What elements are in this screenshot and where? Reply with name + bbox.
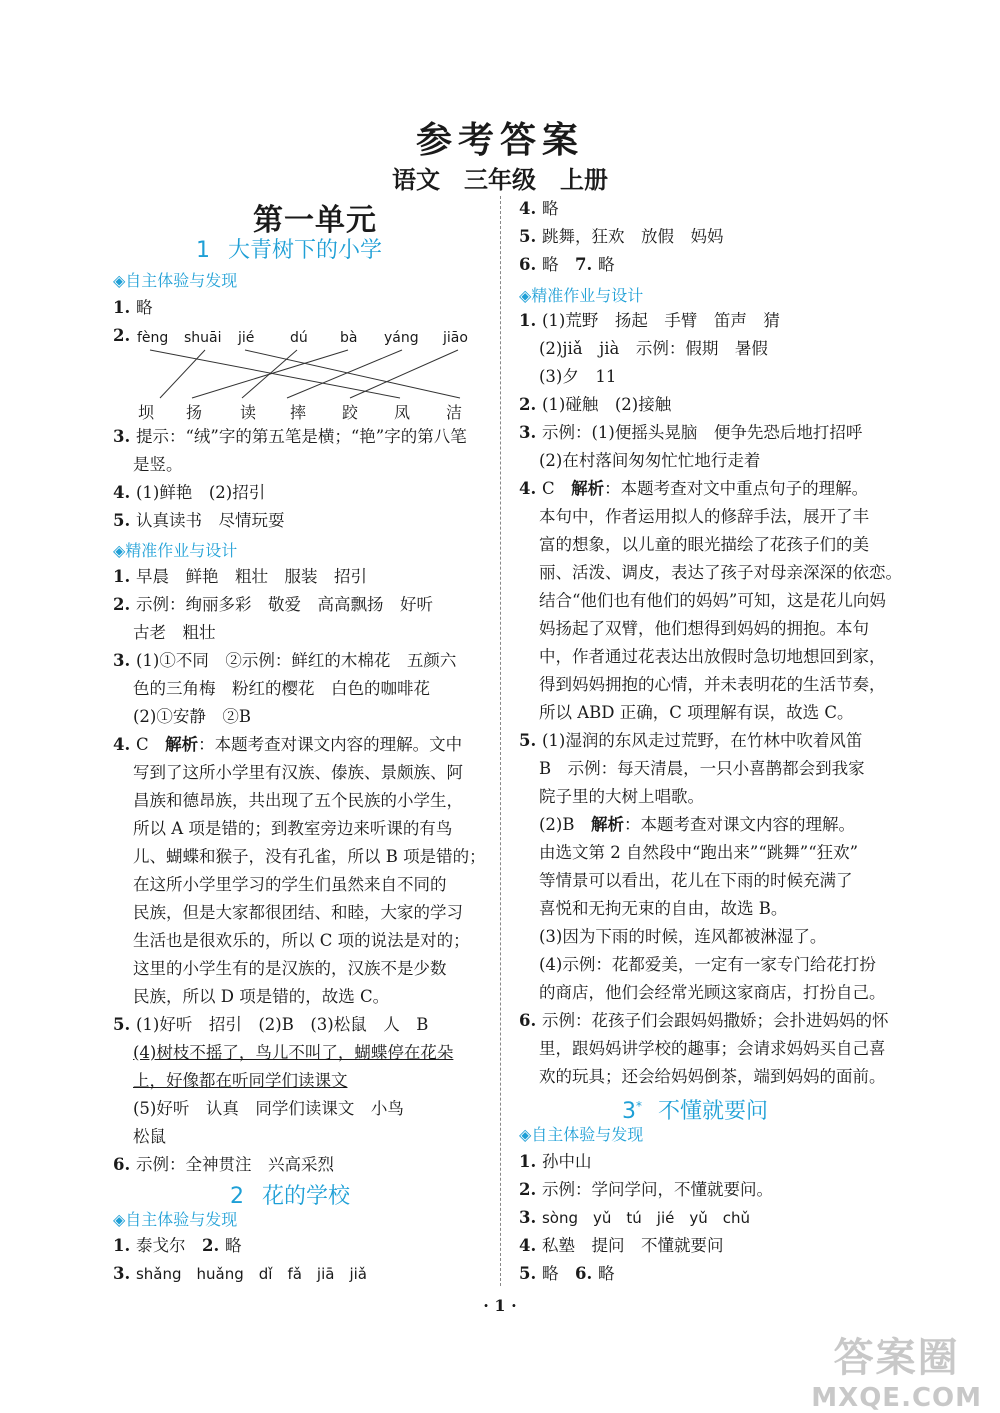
answer-line: (3)夕 11 bbox=[539, 367, 617, 386]
answer-line: 2. 示例：绚丽多彩 敬爱 高高飘扬 好听 bbox=[113, 595, 433, 614]
answer-line: 4. C 解析：本题考查对文中重点句子的理解。 bbox=[519, 479, 869, 498]
pinyin-item: shuāi bbox=[184, 330, 222, 346]
answer-line: 2. bbox=[113, 326, 131, 345]
page-number: · 1 · bbox=[483, 1296, 517, 1315]
answer-line: 1. 孙中山 bbox=[519, 1152, 592, 1171]
pinyin-item: jié bbox=[238, 330, 255, 346]
answer-line: 昌族和德昂族，共出现了五个民族的小学生， bbox=[133, 791, 463, 810]
answer-line: 结合“他们也有他们的妈妈”可知，这是花儿向妈 bbox=[539, 591, 886, 610]
section-heading: ◈精准作业与设计 bbox=[519, 286, 644, 305]
answer-line: 色的三角梅 粉红的樱花 白色的咖啡花 bbox=[133, 679, 430, 698]
answer-line: (2)在村落间匆匆忙忙地行走着 bbox=[539, 451, 761, 470]
answer-line: 民族，但是大家都很团结、和睦，大家的学习 bbox=[133, 903, 463, 922]
answer-line: (4)树枝不摇了，鸟儿不叫了，蝴蝶停在花朵 bbox=[133, 1043, 454, 1062]
answer-line: 5. (1)湿润的东风走过荒野，在竹林中吹着风笛 bbox=[519, 731, 863, 750]
lesson-1-heading bbox=[196, 233, 382, 264]
answer-line: 3. 示例：(1)便摇头晃脑 便争先恐后地打招呼 bbox=[519, 423, 863, 442]
char-item: 读 bbox=[240, 403, 257, 422]
answer-line: 4. C 解析：本题考查对课文内容的理解。文中 bbox=[113, 735, 463, 754]
answer-line: 里，跟妈妈讲学校的趣事；会请求妈妈买自己喜 bbox=[539, 1039, 886, 1058]
answer-line: (2)jiǎ jià 示例：假期 暑假 bbox=[539, 339, 768, 358]
answer-line: (5)好听 认真 同学们读课文 小鸟 bbox=[133, 1099, 404, 1118]
answer-line: (3)因为下雨的时候，连风都被淋湿了。 bbox=[539, 927, 827, 946]
pinyin-item: jiāo bbox=[443, 330, 468, 346]
lesson-number: 1 bbox=[196, 238, 210, 263]
watermark-url: MXQE.COM bbox=[811, 1383, 982, 1413]
answer-line: 松鼠 bbox=[133, 1127, 166, 1146]
lesson-3-heading bbox=[622, 1094, 768, 1125]
lesson-title: 花的学校 bbox=[262, 1184, 351, 1209]
answer-line: 所以 A 项是错的；到教室旁边来听课的有鸟 bbox=[133, 819, 453, 838]
pinyin-item: bà bbox=[340, 330, 358, 346]
lesson-number: 3 bbox=[622, 1099, 636, 1124]
answer-line: 的商店，他们会经常光顾这家商店，打扮自己。 bbox=[539, 983, 886, 1002]
lesson-2-heading bbox=[230, 1179, 350, 1210]
answer-line: 3. 提示：“绒”字的第五笔是横；“艳”字的第八笔 bbox=[113, 427, 467, 446]
answer-line: (2)B 解析：本题考查对课文内容的理解。 bbox=[539, 815, 855, 834]
lesson-star: * bbox=[636, 1098, 642, 1113]
answer-line: 6. 示例：全神贯注 兴高采烈 bbox=[113, 1155, 334, 1174]
answer-line: 1. (1)荒野 扬起 手臂 笛声 猜 bbox=[519, 311, 780, 330]
answer-line: 1. 泰戈尔 2. 略 bbox=[113, 1236, 242, 1255]
answer-line: 4. (1)鲜艳 (2)招引 bbox=[113, 483, 266, 502]
answer-line: 民族，所以 D 项是错的，故选 C。 bbox=[133, 987, 390, 1006]
answer-line: 得到妈妈拥抱的心情，并未表明花的生活节奏， bbox=[539, 675, 886, 694]
answer-line: 4. 私塾 提问 不懂就要问 bbox=[519, 1236, 724, 1255]
page-title: 参考答案 bbox=[415, 119, 584, 161]
answer-line: 在这所小学里学习的学生们虽然来自不同的 bbox=[133, 875, 447, 894]
answer-line: 生活也是很欢乐的，所以 C 项的说法是对的； bbox=[133, 931, 470, 950]
section-heading: ◈自主体验与发现 bbox=[519, 1125, 644, 1144]
answer-line: 1. 早晨 鲜艳 粗壮 服装 招引 bbox=[113, 567, 367, 586]
char-item: 洁 bbox=[446, 403, 463, 422]
lesson-title: 不懂就要问 bbox=[658, 1099, 769, 1124]
answer-line: 欢的玩具；还会给妈妈倒茶，端到妈妈的面前。 bbox=[539, 1067, 886, 1086]
char-item: 凤 bbox=[394, 403, 411, 422]
answer-line: 中，作者通过花表达出放假时急切地想回到家， bbox=[539, 647, 886, 666]
answer-line: 院子里的大树上唱歌。 bbox=[539, 787, 704, 806]
watermark-text: 答案圈 bbox=[833, 1335, 960, 1381]
unit-title: 第一单元 bbox=[253, 203, 377, 238]
answer-line: 等情景可以看出，花儿在下雨的时候充满了 bbox=[539, 871, 853, 890]
answer-line: 6. 示例：花孩子们会跟妈妈撒娇；会扑进妈妈的怀 bbox=[519, 1011, 889, 1030]
answer-line: 丽、活泼、调皮，表达了孩子对母亲深深的依恋。 bbox=[539, 563, 902, 582]
answer-line: (4)示例：花都爱美，一定有一家专门给花打扮 bbox=[539, 955, 876, 974]
answer-line: 5. (1)好听 招引 (2)B (3)松鼠 人 B bbox=[113, 1015, 429, 1034]
answer-line: 5. 跳舞，狂欢 放假 妈妈 bbox=[519, 227, 724, 246]
answer-line: 是竖。 bbox=[133, 455, 183, 474]
char-item: 跤 bbox=[342, 403, 359, 422]
answer-line: 5. 认真读书 尽情玩耍 bbox=[113, 511, 285, 530]
section-heading: ◈精准作业与设计 bbox=[113, 541, 238, 560]
answer-line: 2. 示例：学问学问，不懂就要问。 bbox=[519, 1180, 773, 1199]
answer-line: 6. 略 7. 略 bbox=[519, 255, 615, 274]
answer-line: 这里的小学生有的是汉族的，汉族不是少数 bbox=[133, 959, 447, 978]
answer-line: 4. 略 bbox=[519, 199, 559, 218]
answer-line: 喜悦和无拘无束的自由，故选 B。 bbox=[539, 899, 788, 918]
pinyin-item: fèng bbox=[137, 330, 169, 346]
answer-line: 3. sòng yǔ tú jié yǔ chǔ bbox=[519, 1208, 750, 1227]
char-item: 摔 bbox=[290, 403, 307, 422]
char-item: 扬 bbox=[186, 403, 203, 422]
answer-line: 古老 粗壮 bbox=[133, 623, 216, 642]
char-item: 坝 bbox=[138, 403, 155, 422]
answer-line: 妈扬起了双臂，他们想得到妈妈的拥抱。本句 bbox=[539, 619, 869, 638]
answer-line: 3. shǎng huǎng dǐ fǎ jiā jiǎ bbox=[113, 1264, 367, 1283]
answer-line: 写到了这所小学里有汉族、傣族、景颇族、阿 bbox=[133, 763, 463, 782]
pinyin-item: dú bbox=[290, 330, 308, 346]
watermark-logo bbox=[811, 1326, 982, 1413]
answer-line: B 示例：每天清晨，一只小喜鹊都会到我家 bbox=[539, 759, 865, 778]
pinyin-item: yáng bbox=[384, 330, 419, 346]
answer-line: 本句中，作者运用拟人的修辞手法，展开了丰 bbox=[539, 507, 869, 526]
section-heading: ◈自主体验与发现 bbox=[113, 1210, 238, 1229]
answer-line: 儿、蝴蝶和猴子，没有孔雀，所以 B 项是错的； bbox=[133, 847, 486, 866]
answer-line: 由选文第 2 自然段中“跑出来”“跳舞”“狂欢” bbox=[539, 843, 859, 862]
answer-line: 富的想象，以儿童的眼光描绘了花孩子们的美 bbox=[539, 535, 869, 554]
section-heading: ◈自主体验与发现 bbox=[113, 271, 238, 290]
answer-line: 2. (1)碰触 (2)接触 bbox=[519, 395, 672, 414]
answer-line: 上，好像都在听同学们读课文 bbox=[133, 1071, 348, 1090]
answer-line: 3. (1)①不同 ②示例：鲜红的木棉花 五颜六 bbox=[113, 651, 457, 670]
lesson-number: 2 bbox=[230, 1184, 244, 1209]
answer-line: 5. 略 6. 略 bbox=[519, 1264, 615, 1283]
column-divider bbox=[500, 196, 501, 1286]
answer-line: (2)①安静 ②B bbox=[133, 707, 251, 726]
answer-line: 1. 略 bbox=[113, 298, 153, 317]
lesson-title: 大青树下的小学 bbox=[228, 238, 383, 263]
answer-line: 所以 ABD 正确，C 项理解有误，故选 C。 bbox=[539, 703, 854, 722]
page-subtitle: 语文 三年级 上册 bbox=[392, 165, 608, 194]
matching-lines bbox=[130, 348, 480, 402]
